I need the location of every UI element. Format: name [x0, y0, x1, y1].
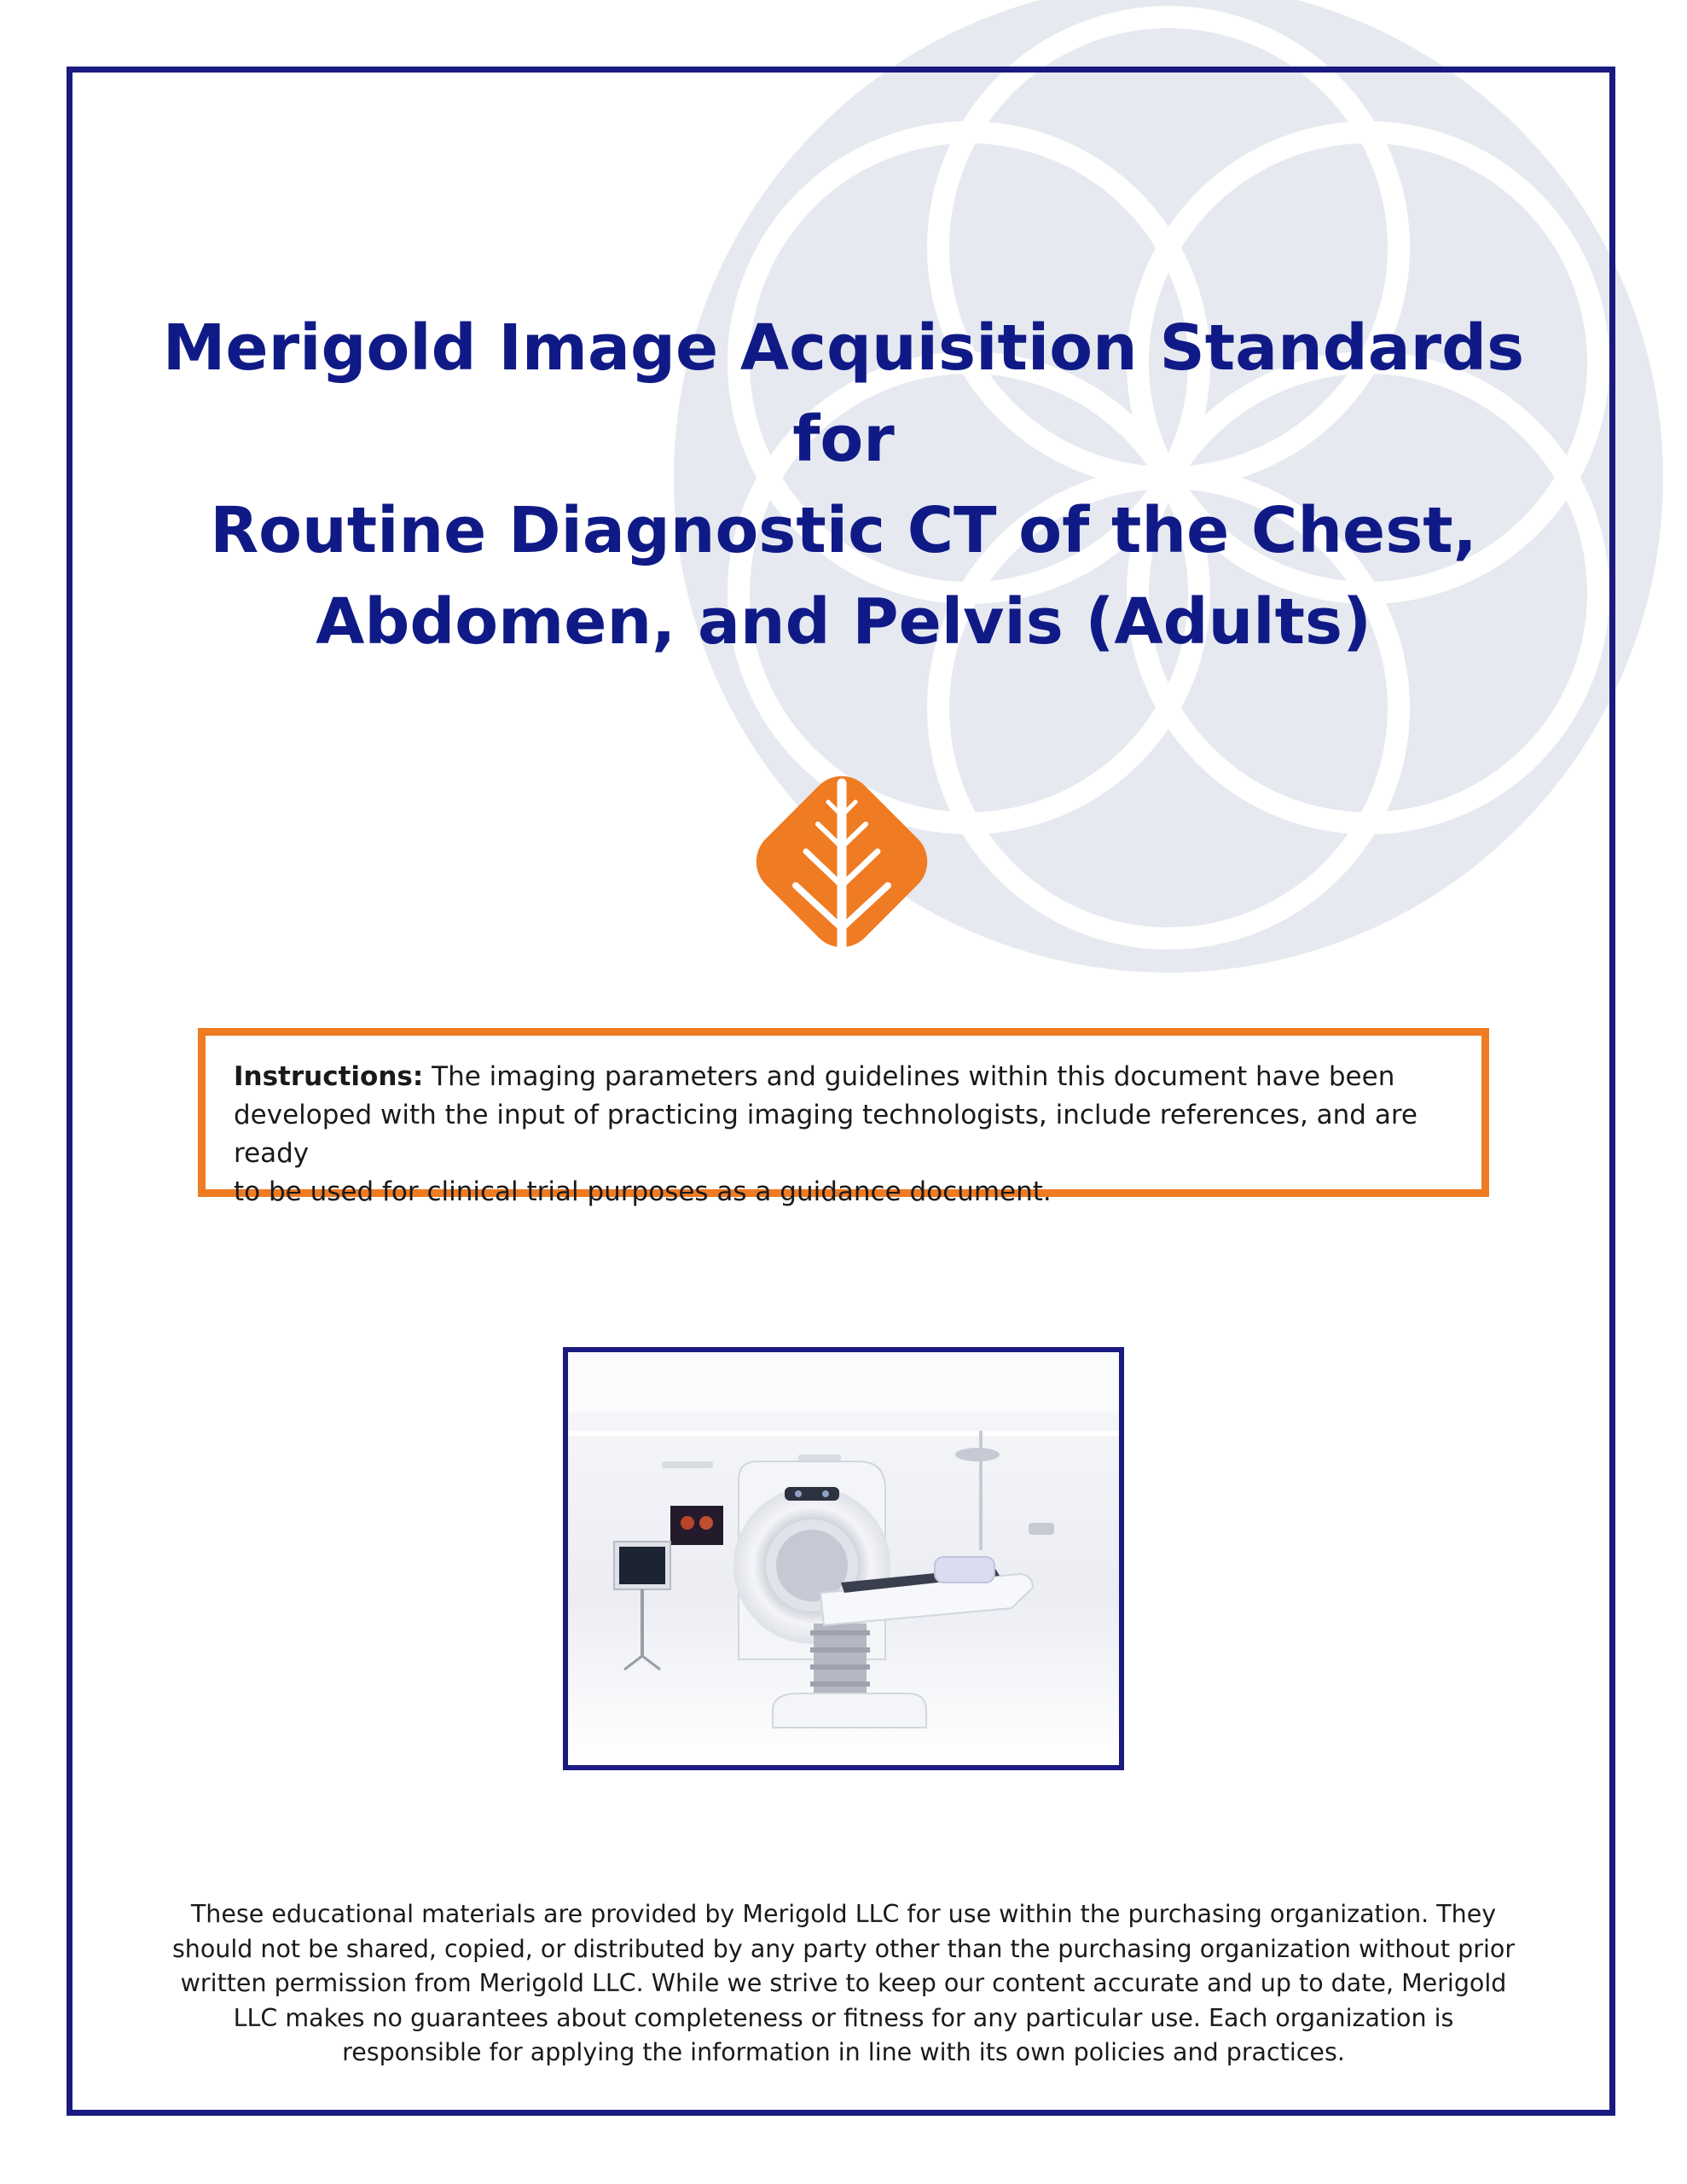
leaf-tree-logo — [729, 749, 954, 974]
document-title — [77, 303, 1610, 668]
footer-line-1: These educational materials are provided by Merigold LLC for use within the purchasing organization. They — [190, 1900, 1497, 1928]
instructions-label: Instructions: — [234, 1061, 424, 1092]
instructions-line-1: The imaging parameters and guidelines within this document have been — [423, 1061, 1395, 1092]
title-line-1: Merigold Image Acquisition Standards — [162, 311, 1525, 385]
instructions-line-3: to be used for clinical trial purposes as a guidance document. — [234, 1176, 1052, 1207]
title-line-2: for — [792, 403, 895, 476]
instructions-line-2: developed with the input of practicing imaging technologists, include references, and are ready — [234, 1100, 1417, 1169]
footer-line-5: responsible for applying the information in line with its own policies and practices. — [342, 2038, 1345, 2066]
instructions-box — [198, 1028, 1489, 1207]
ct-scanner-illustration — [568, 1352, 1119, 1765]
title-line-3: Routine Diagnostic CT of the Chest, — [210, 494, 1477, 567]
footer-line-3: written permission from Merigold LLC. While we strive to keep our content accurate and up to date, Merigold — [180, 1969, 1507, 1997]
title-line-4: Abdomen, and Pelvis (Adults) — [316, 585, 1371, 659]
footer-line-2: should not be shared, copied, or distributed by any party other than the purchasing organization without prior — [171, 1934, 1516, 1963]
ct-scanner-photo — [563, 1347, 1124, 1770]
footer-line-4: LLC makes no guarantees about completeness or fitness for any particular use. Each organization is — [233, 2003, 1454, 2032]
disclaimer-footer — [171, 1897, 1516, 2071]
